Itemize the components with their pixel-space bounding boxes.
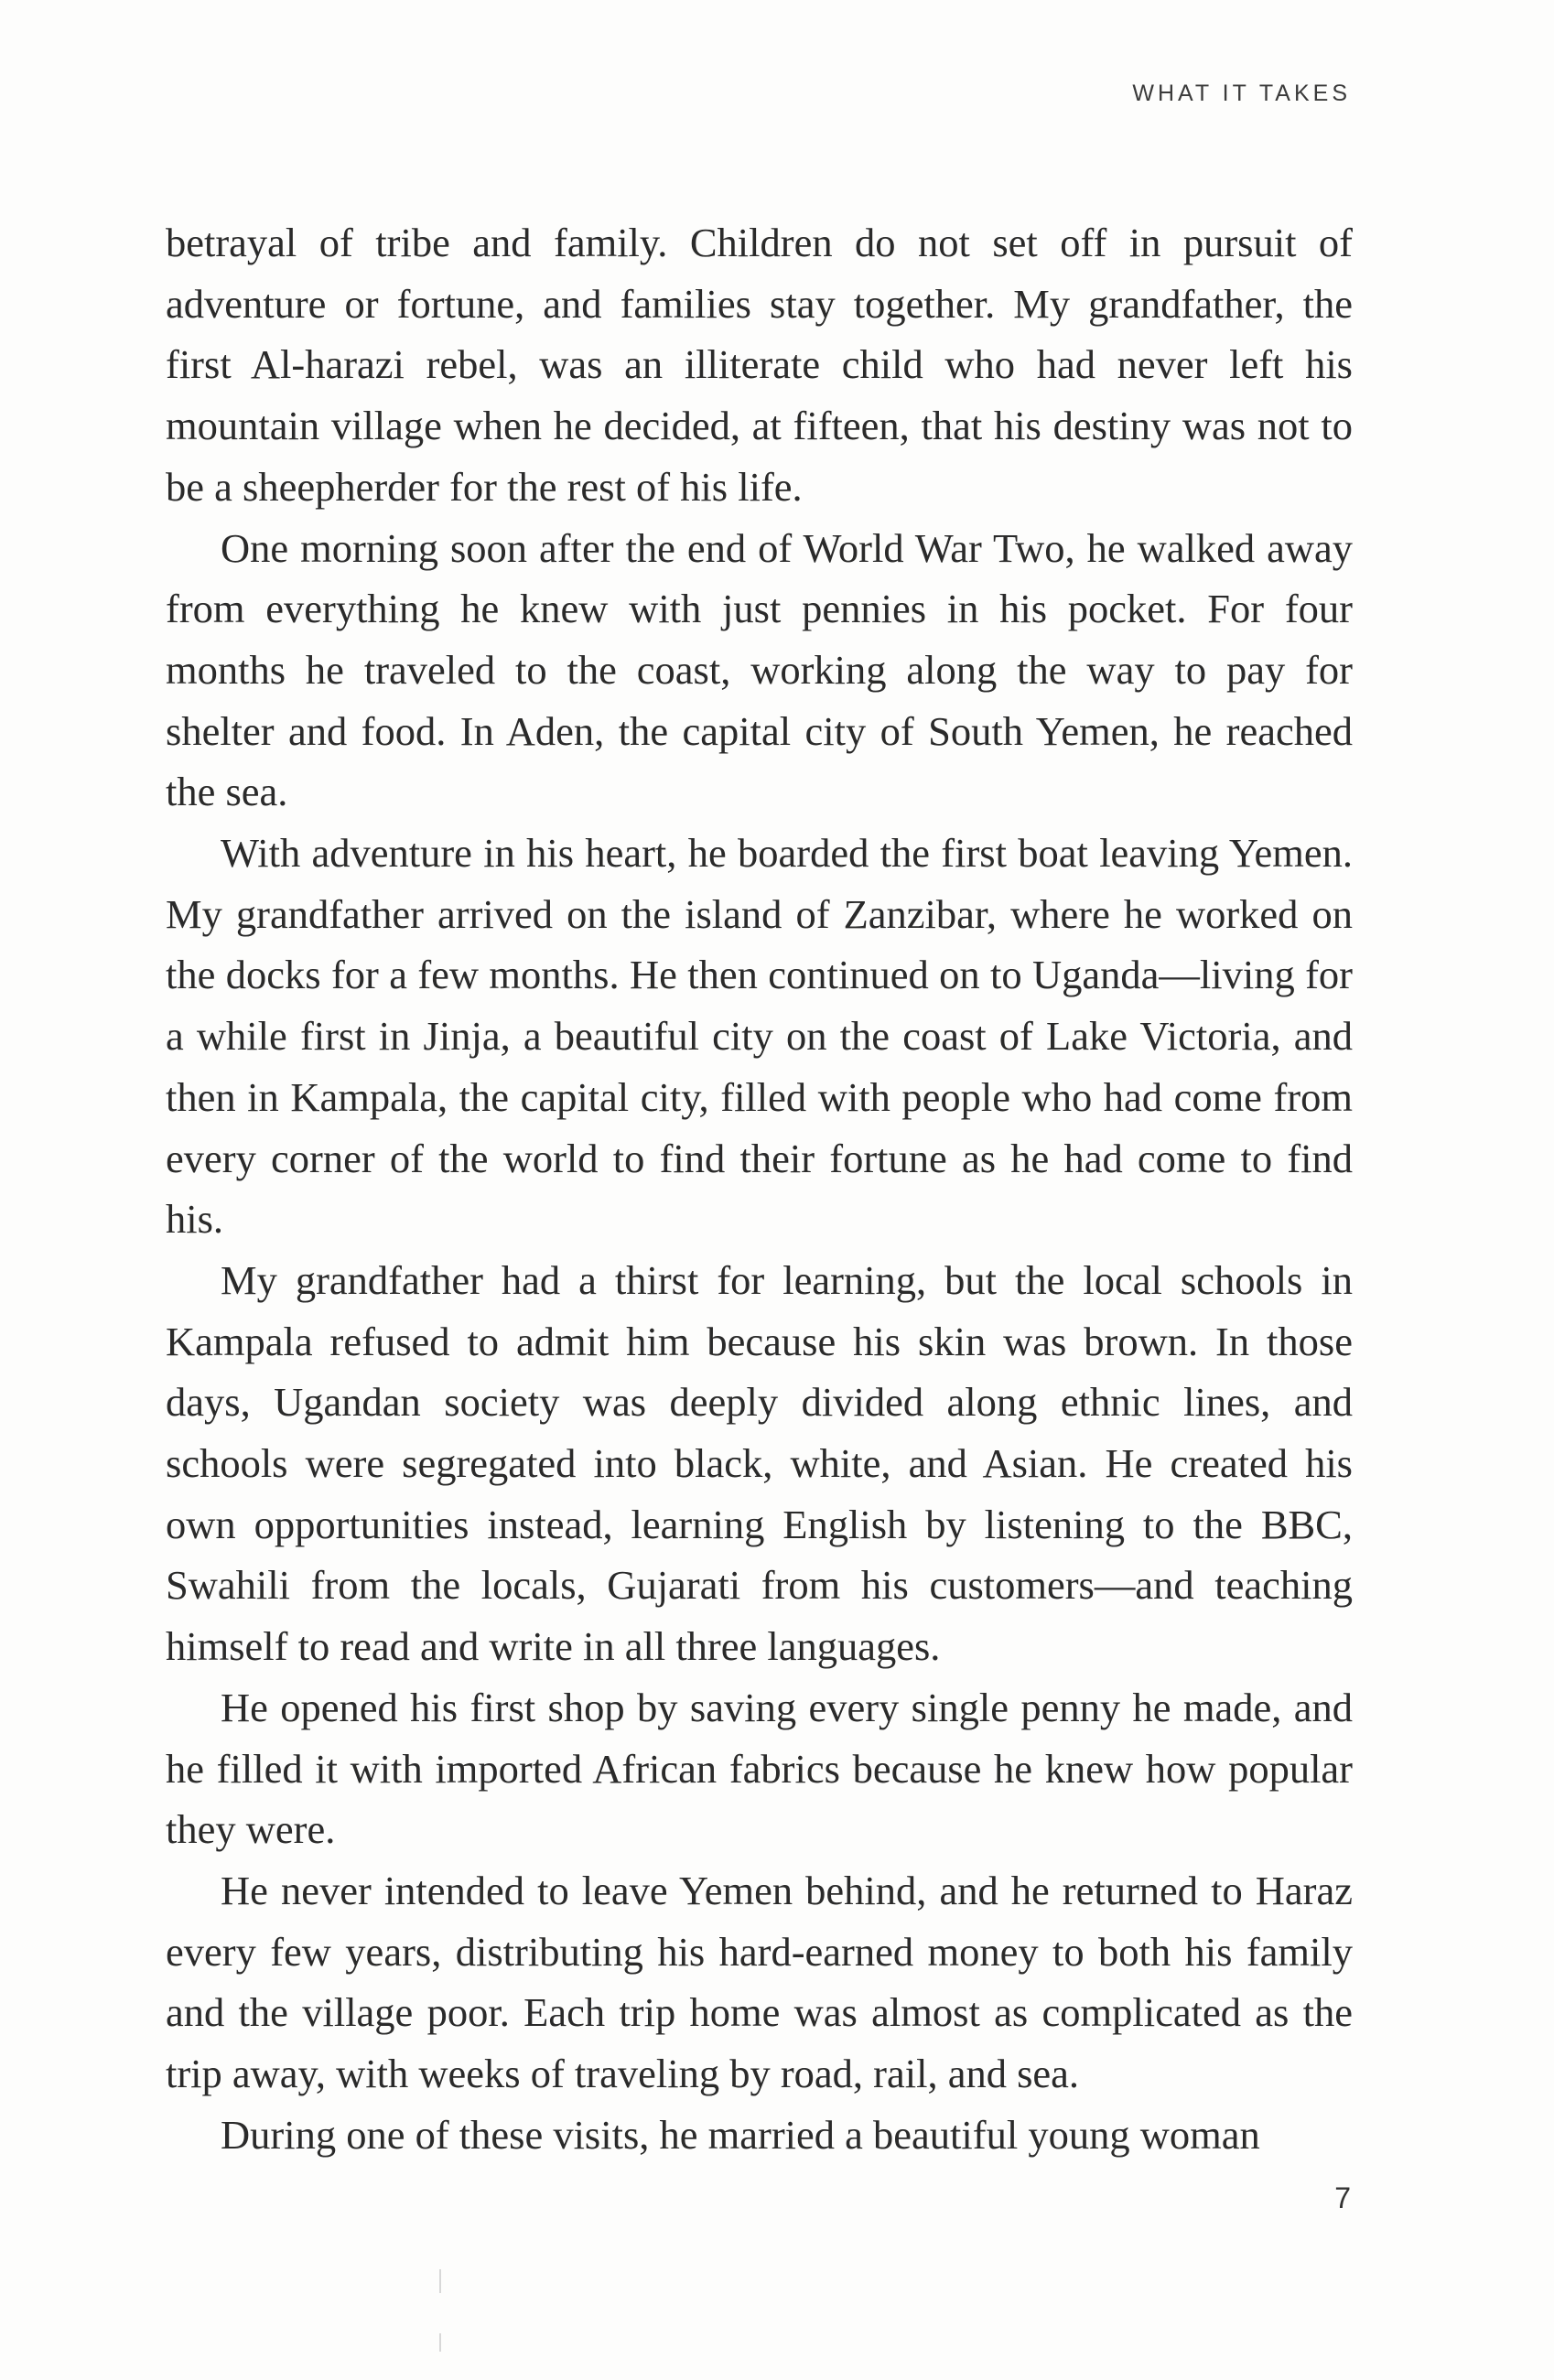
paragraph: My grandfather had a thirst for learning, but the local schools in Kampala refused to admit him because his skin was brown. In those days, Ugandan society was deeply divided along ethnic lines, and schools were segregated into black, white, and Asian. He created his own opportunities instead, learning English by listening to the BBC, Swahili from the locals, Gujarati from his customers—and teaching himself to read and write in all three languages. — [166, 1256, 1353, 1670]
paragraph: During one of these visits, he married a beautiful young woman — [221, 2111, 1260, 2158]
page-number: 7 — [1334, 2181, 1351, 2214]
body-text — [166, 212, 1353, 2166]
running-head: WHAT IT TAKES — [1132, 81, 1351, 106]
paragraph: He opened his first shop by saving every single penny he made, and he filled it with imported African fabrics because he knew how popular they were. — [166, 1684, 1353, 1853]
paragraph: With adventure in his heart, he boarded the first boat leaving Yemen. My grandfather arrived on the island of Zanzibar, where he worked on the docks for a few months. He then continued on to Uganda—living for a while first in Jinja, a beautiful city on the coast of Lake Victoria, and then in Kampala, the capital city, filled with people who had come from every corner of the world to find their fortune as he had come to find his. — [166, 830, 1353, 1243]
paragraph: He never intended to leave Yemen behind, and he returned to Haraz every few years, distributing his hard-earned money to both his family and the village poor. Each trip home was almost as complicated as the trip away, with weeks of traveling by road, rail, and sea. — [166, 1867, 1353, 2097]
scan-artifact — [439, 2269, 441, 2293]
paragraph: One morning soon after the end of World War Two, he walked away from everything he knew with just pennies in his pocket. For four months he traveled to the coast, working along the way to pay for shelter and food. In Aden, the capital city of South Yemen, he reached the sea. — [166, 524, 1353, 815]
scan-artifact — [439, 2333, 441, 2352]
paragraph: betrayal of tribe and family. Children do not set off in pursuit of adventure or fortune, and families stay together. My grandfather, the first Al-harazi rebel, was an illiterate child who had never left his mountain village when he decided, at fifteen, that his destiny was not to be a sheepherder for the rest of his life. — [166, 220, 1353, 510]
